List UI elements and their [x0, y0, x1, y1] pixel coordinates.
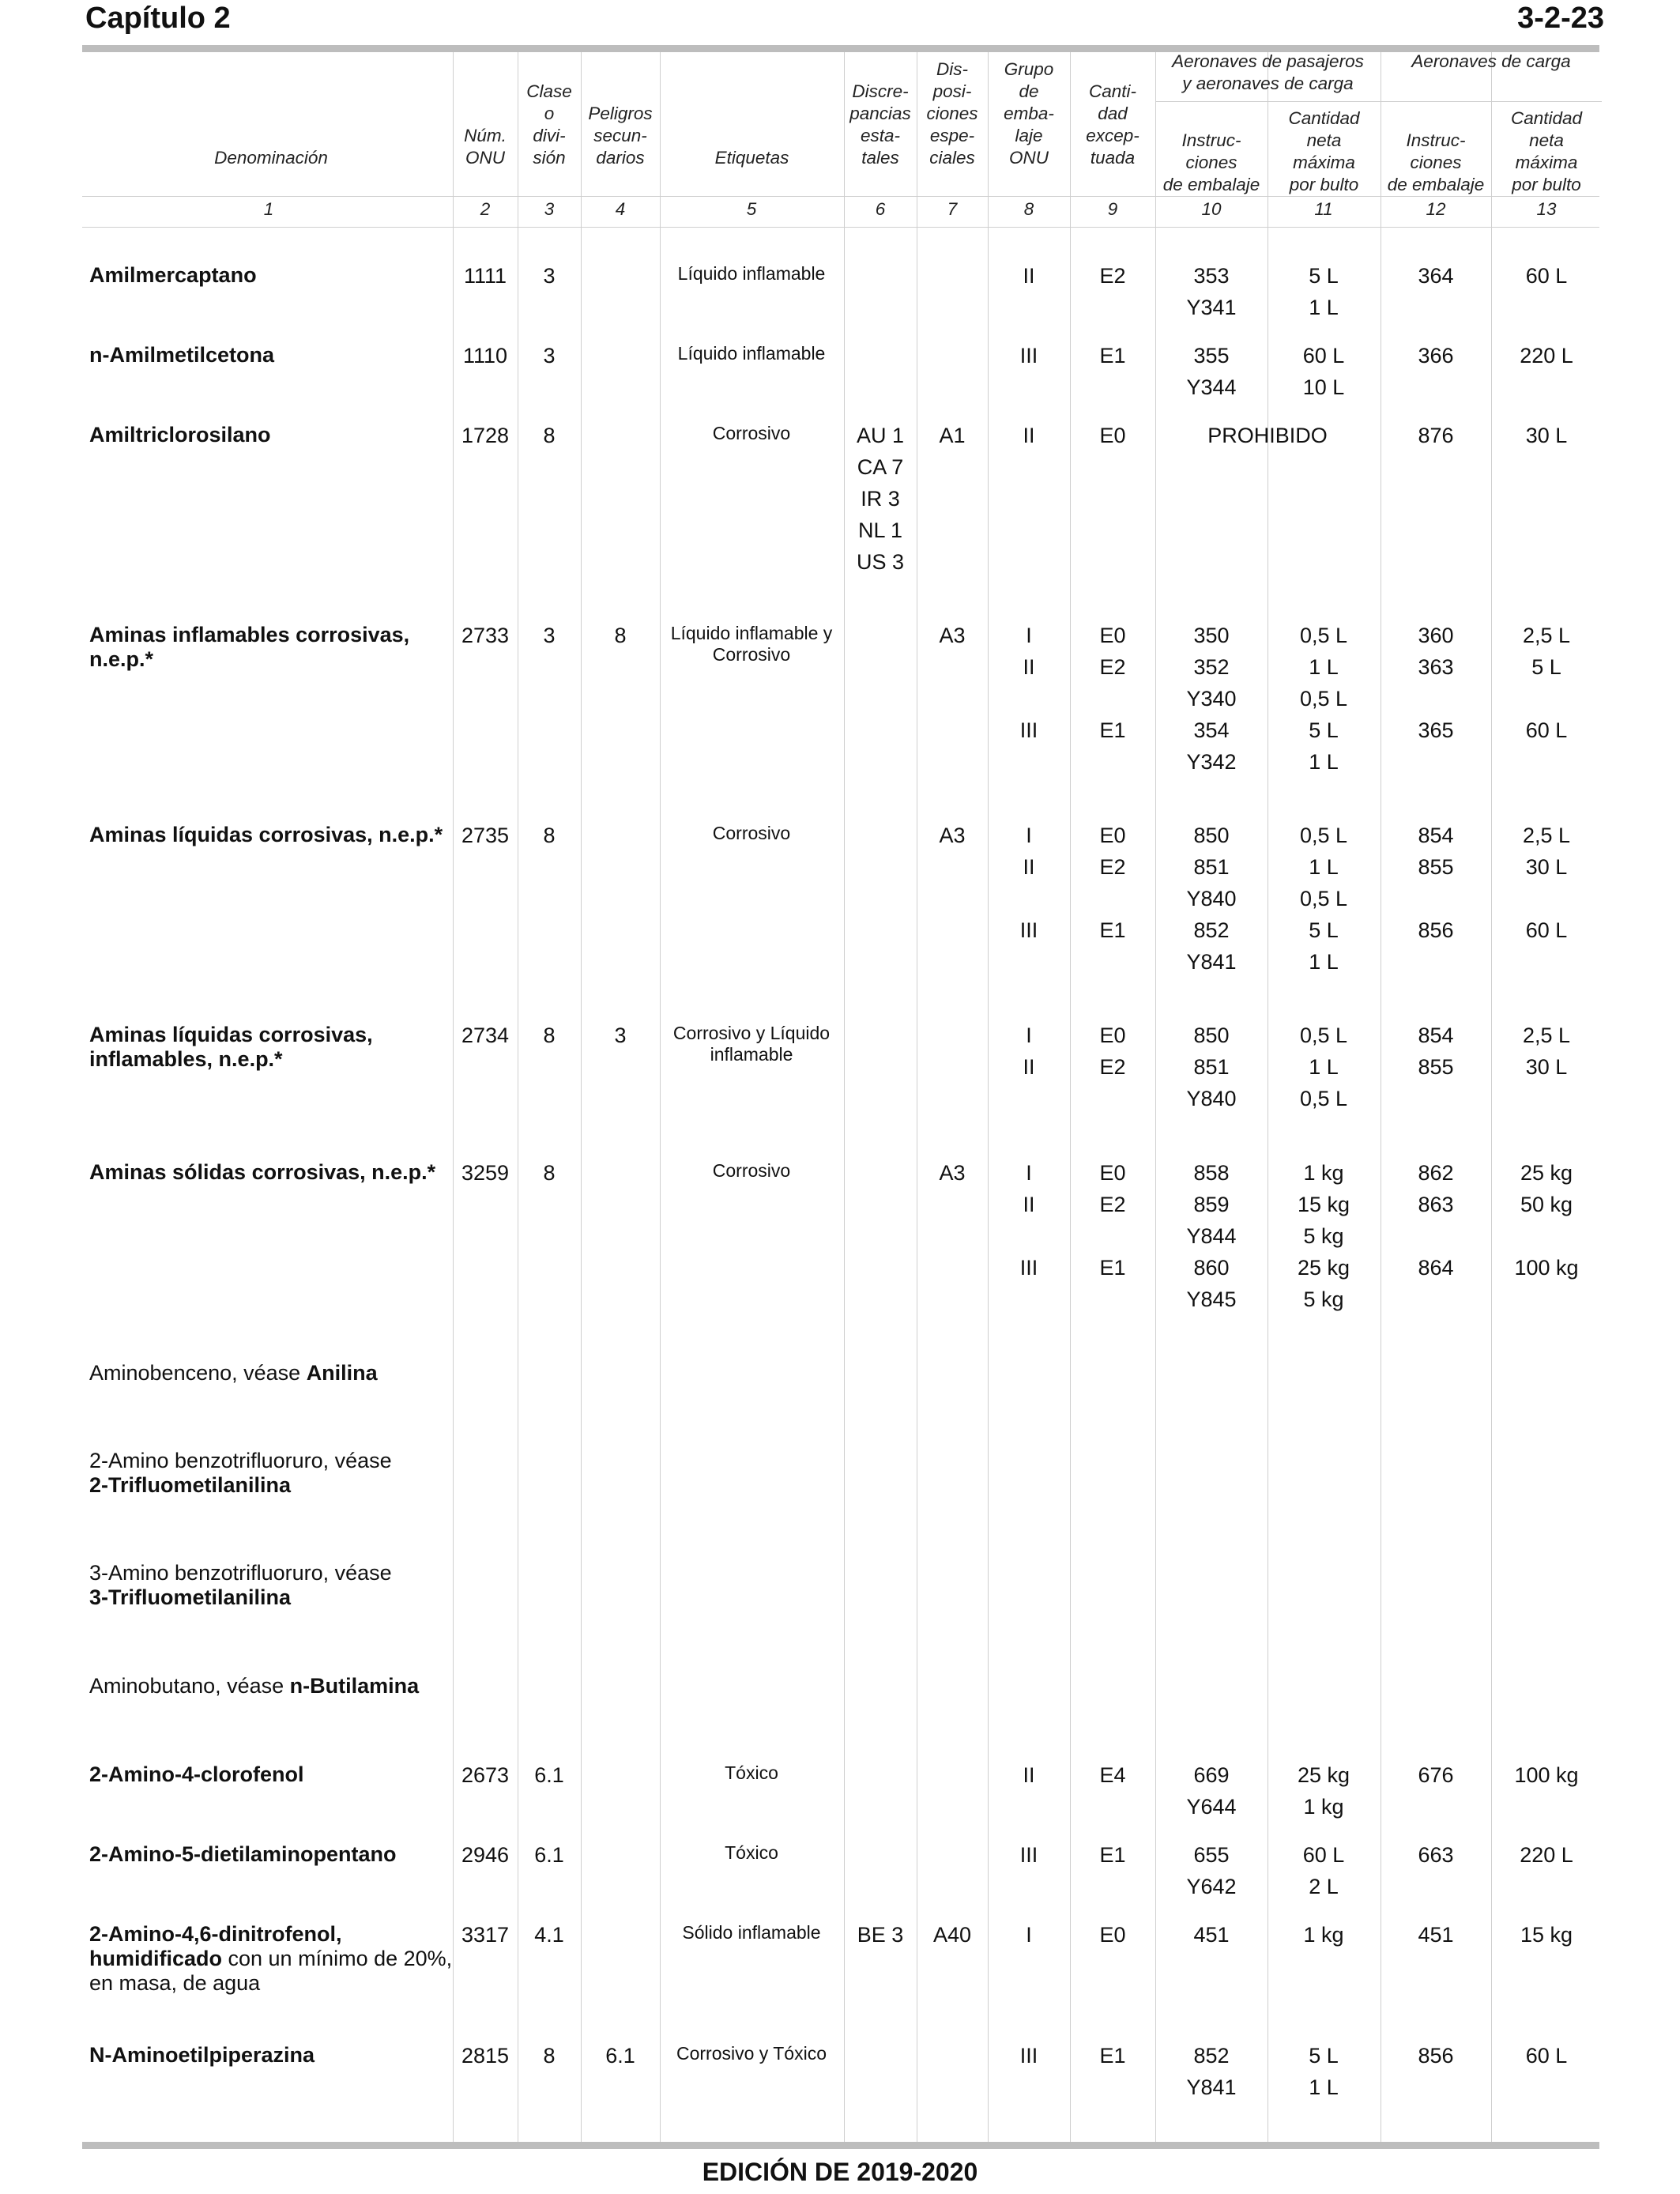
bottom-rule [82, 2142, 1599, 2149]
hazard-label: Corrosivo y Tóxico [676, 2043, 827, 2064]
packing-instruction-passenger: 353 Y341 [1186, 264, 1237, 319]
excepted-quantity: E0 E2 [1099, 1023, 1126, 1079]
max-quantity-cargo: 15 kg [1520, 1923, 1573, 1947]
class-division: 4.1 [534, 1923, 564, 1947]
state-variation: AU 1 CA 7 IR 3 NL 1 US 3 [856, 424, 905, 574]
class-division: 3 [543, 344, 556, 368]
hazard-label: Líquido inflamable [677, 343, 826, 364]
packing-instruction-cargo: 676 [1418, 1763, 1454, 1787]
hazard-label: Corrosivo [712, 1160, 791, 1181]
special-provision: A3 [939, 1161, 966, 1185]
packing-group: III [1019, 2044, 1038, 2068]
packing-group: II [1023, 424, 1035, 447]
packing-group: I II III [1019, 624, 1038, 742]
subsidiary-hazard: 8 [614, 624, 627, 647]
class-division: 8 [543, 424, 556, 447]
column-number: 7 [947, 199, 958, 219]
header-cantidad-exceptuada: Canti- dad excep- tuada [1086, 81, 1139, 168]
packing-instruction-cargo: 876 [1418, 424, 1454, 447]
special-provision: A1 [939, 424, 966, 447]
un-number: 2734 [461, 1023, 510, 1047]
un-number: 1110 [462, 344, 508, 368]
packing-instruction-cargo: 364 [1418, 264, 1454, 288]
header-disposiciones: Dis- posi- ciones espe- ciales [926, 59, 978, 168]
substance-name: 2-Amino-5-dietilaminopentano [89, 1842, 397, 1866]
substance-name: 2-Amino-4,6-dinitrofenol, humidificado con un mínimo de 20%, en masa, de agua [89, 1922, 453, 1995]
un-number: 2673 [461, 1763, 510, 1787]
excepted-quantity: E0 [1099, 1923, 1126, 1947]
column-number: 3 [544, 199, 555, 219]
packing-instruction-cargo: 451 [1418, 1923, 1454, 1947]
excepted-quantity: E0 E2 E1 [1099, 624, 1126, 742]
column-number: 13 [1536, 199, 1557, 219]
hazard-label: Líquido inflamable y Corrosivo [670, 623, 833, 665]
packing-instruction-cargo: 663 [1418, 1843, 1454, 1867]
column-number: 1 [263, 199, 274, 219]
max-quantity-passenger: 5 L 1 L [1309, 2044, 1339, 2099]
column-number: 4 [615, 199, 626, 219]
header-num-onu: Núm. ONU [464, 126, 507, 168]
un-number: 2815 [461, 2044, 510, 2068]
column-number: 2 [480, 199, 491, 219]
excepted-quantity: E1 [1099, 344, 1126, 368]
max-quantity-cargo: 60 L [1525, 2044, 1568, 2068]
class-division: 6.1 [534, 1843, 564, 1867]
packing-group: I II III [1019, 824, 1038, 942]
column-number: 5 [746, 199, 757, 219]
packing-instruction-passenger: 355 Y344 [1186, 344, 1237, 399]
header-grupo-embalaje: Grupo de emba- laje ONU [1004, 59, 1054, 168]
header-instrucciones-pax: Instruc- ciones de embalaje [1162, 130, 1260, 194]
substance-name: Aminobutano, véase n-Butilamina [89, 1674, 420, 1698]
substance-name: n-Amilmetilcetona [89, 343, 275, 367]
hazard-label: Líquido inflamable [677, 263, 826, 284]
hazard-label: Tóxico [725, 1842, 778, 1863]
column-number: 8 [1023, 199, 1034, 219]
packing-instruction-passenger: 852 Y841 [1186, 2044, 1237, 2099]
packing-group: II [1023, 1763, 1035, 1787]
class-division: 8 [543, 1023, 556, 1047]
max-quantity-passenger: 60 L 2 L [1302, 1843, 1345, 1898]
max-quantity-passenger: 0,5 L 1 L 0,5 L 5 L 1 L [1299, 824, 1348, 974]
substance-name: Aminas sólidas corrosivas, n.e.p.* [89, 1160, 436, 1184]
substance-name: Aminas inflamables corrosivas, n.e.p.* [89, 623, 410, 671]
class-division: 8 [543, 1161, 556, 1185]
un-number: 3259 [461, 1161, 510, 1185]
class-division: 6.1 [534, 1763, 564, 1787]
subsidiary-hazard: 6.1 [605, 2044, 635, 2068]
prohibited-notice: PROHIBIDO [1207, 424, 1328, 447]
header-cantidad-pax: Cantidad neta máxima por bulto [1288, 108, 1360, 194]
substance-name: Aminobenceno, véase Anilina [89, 1361, 378, 1385]
state-variation: BE 3 [857, 1923, 904, 1947]
un-number: 2735 [461, 824, 510, 847]
packing-instruction-cargo: 856 [1418, 2044, 1454, 2068]
class-division: 8 [543, 2044, 556, 2068]
page-number: 3-2-23 [1517, 2, 1604, 35]
excepted-quantity: E2 [1099, 264, 1126, 288]
column-number: 10 [1201, 199, 1222, 219]
hazard-label: Tóxico [725, 1762, 778, 1783]
max-quantity-cargo: 220 L [1520, 344, 1573, 368]
un-number: 1728 [461, 424, 510, 447]
max-quantity-cargo: 2,5 L 30 L 60 L [1522, 824, 1571, 942]
substance-name: Amiltriclorosilano [89, 423, 271, 447]
packing-instruction-cargo: 366 [1418, 344, 1454, 368]
un-number: 1111 [463, 264, 507, 288]
packing-instruction-cargo: 360 363 365 [1418, 624, 1454, 742]
packing-instruction-passenger: 850 851 Y840 852 Y841 [1186, 824, 1237, 974]
un-number: 2733 [461, 624, 510, 647]
packing-group: II [1023, 264, 1035, 288]
packing-instruction-passenger: 669 Y644 [1186, 1763, 1237, 1819]
substance-name: Aminas líquidas corrosivas, n.e.p.* [89, 823, 443, 846]
substance-name: 2-Amino benzotrifluoruro, véase 2-Trifluometilanilina [89, 1449, 392, 1497]
class-division: 3 [543, 264, 556, 288]
hazard-label: Corrosivo y Líquido inflamable [672, 1023, 831, 1065]
column-number: 6 [875, 199, 886, 219]
column-number: 12 [1426, 199, 1446, 219]
max-quantity-cargo: 220 L [1520, 1843, 1573, 1867]
class-division: 3 [543, 624, 556, 647]
substance-name: 2-Amino-4-clorofenol [89, 1762, 304, 1786]
hazard-label: Corrosivo [712, 423, 791, 443]
packing-instruction-passenger: 858 859 Y844 860 Y845 [1186, 1161, 1237, 1311]
subsidiary-hazard: 3 [614, 1023, 627, 1047]
chapter-title: Capítulo 2 [85, 2, 231, 35]
excepted-quantity: E1 [1099, 1843, 1126, 1867]
header-peligros: Peligros secun- darios [588, 104, 653, 168]
hazard-label: Corrosivo [712, 823, 791, 843]
excepted-quantity: E0 E2 E1 [1099, 1161, 1126, 1280]
substance-name: Aminas líquidas corrosivas, inflamables, n.e.p.* [89, 1023, 373, 1071]
packing-instruction-passenger: 451 [1193, 1923, 1230, 1947]
max-quantity-cargo: 100 kg [1514, 1763, 1579, 1787]
packing-group: I II III [1019, 1161, 1038, 1280]
max-quantity-cargo: 30 L [1525, 424, 1568, 447]
special-provision: A3 [939, 624, 966, 647]
max-quantity-passenger: 5 L 1 L [1309, 264, 1339, 319]
excepted-quantity: E4 [1099, 1763, 1126, 1787]
hazard-label: Sólido inflamable [682, 1922, 821, 1943]
column-number: 11 [1314, 199, 1333, 219]
max-quantity-passenger: 1 kg 15 kg 5 kg 25 kg 5 kg [1297, 1161, 1350, 1311]
packing-instruction-cargo: 854 855 [1418, 1023, 1454, 1079]
header-instrucciones-cargo: Instruc- ciones de embalaje [1387, 130, 1485, 194]
header-cantidad-cargo: Cantidad neta máxima por bulto [1510, 108, 1583, 194]
header-denominacion: Denominación [214, 148, 328, 168]
header-group-passenger: Aeronaves de pasajeros y aeronaves de carga [1172, 51, 1364, 93]
header-group-cargo: Aeronaves de carga [1411, 51, 1571, 71]
max-quantity-passenger: 60 L 10 L [1302, 344, 1345, 399]
excepted-quantity: E0 E2 E1 [1099, 824, 1126, 942]
special-provision: A3 [939, 824, 966, 847]
packing-instruction-passenger: 350 352 Y340 354 Y342 [1186, 624, 1237, 774]
max-quantity-cargo: 25 kg 50 kg 100 kg [1514, 1161, 1579, 1280]
packing-instruction-passenger: 850 851 Y840 [1186, 1023, 1237, 1110]
header-discrepancias: Discre- pancias esta- tales [849, 81, 911, 168]
max-quantity-passenger: 25 kg 1 kg [1297, 1763, 1350, 1819]
max-quantity-cargo: 60 L [1525, 264, 1568, 288]
header-etiquetas: Etiquetas [714, 148, 789, 168]
substance-name: 3-Amino benzotrifluoruro, véase 3-Trifluometilanilina [89, 1561, 392, 1609]
packing-group: III [1019, 344, 1038, 368]
max-quantity-passenger: 0,5 L 1 L 0,5 L 5 L 1 L [1299, 624, 1348, 774]
un-number: 2946 [461, 1843, 510, 1867]
max-quantity-cargo: 2,5 L 30 L [1522, 1023, 1571, 1079]
edition-footer: EDICIÓN DE 2019-2020 [702, 2158, 978, 2186]
packing-group: I [1026, 1923, 1032, 1947]
max-quantity-cargo: 2,5 L 5 L 60 L [1522, 624, 1571, 742]
max-quantity-passenger: 1 kg [1303, 1923, 1344, 1947]
packing-instruction-cargo: 854 855 856 [1418, 824, 1454, 942]
class-division: 8 [543, 824, 556, 847]
substance-name: Amilmercaptano [89, 263, 257, 287]
substance-name: N-Aminoetilpiperazina [89, 2043, 315, 2067]
excepted-quantity: E0 [1099, 424, 1126, 447]
column-number: 9 [1107, 199, 1118, 219]
excepted-quantity: E1 [1099, 2044, 1126, 2068]
packing-instruction-passenger: 655 Y642 [1186, 1843, 1237, 1898]
special-provision: A40 [932, 1923, 972, 1947]
packing-group: III [1019, 1843, 1038, 1867]
max-quantity-passenger: 0,5 L 1 L 0,5 L [1299, 1023, 1348, 1110]
header-clase: Clase o divi- sión [526, 81, 572, 168]
un-number: 3317 [461, 1923, 510, 1947]
packing-group: I II [1023, 1023, 1035, 1079]
packing-instruction-cargo: 862 863 864 [1418, 1161, 1454, 1280]
